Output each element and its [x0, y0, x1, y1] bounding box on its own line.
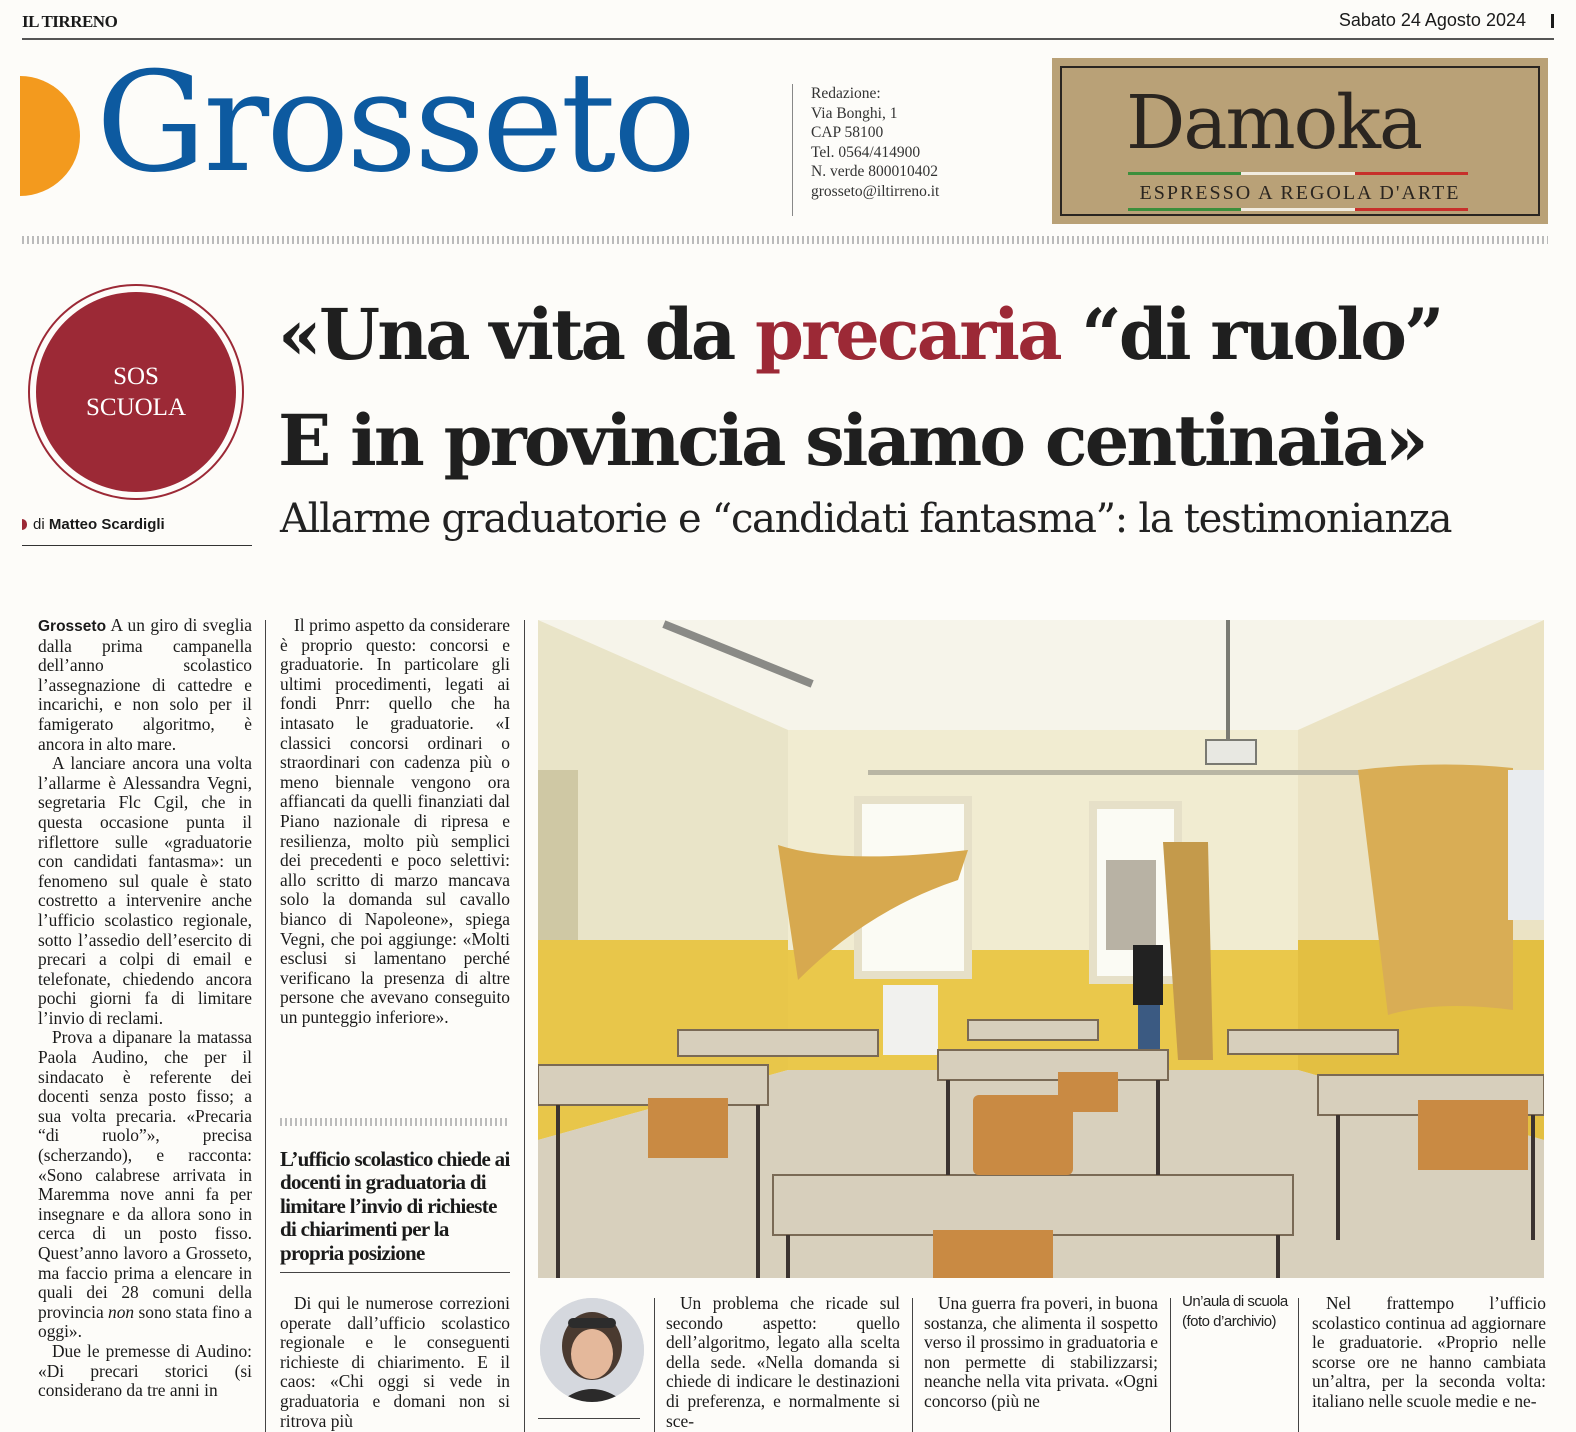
section-badge [28, 284, 244, 500]
col4-paragraph-1: Una guerra fra poveri, in buona sostanza, che alimenta il sospetto verso il prossimo in graduatoria e non permette di stabilizzarsi; neanche nella vita privata. «Ogni concorso (più ne [924, 1294, 1158, 1411]
byline [22, 516, 252, 546]
redazione-cap: CAP 58100 [811, 124, 884, 142]
headline-highlight: precaria [755, 293, 1060, 376]
issue-date: Sabato 24 Agosto 2024 [1338, 10, 1526, 30]
redazione-label: Redazione: [811, 85, 881, 102]
col1-p3-emphasis: non [108, 1301, 135, 1322]
col1-paragraph-4: Due le premesse di Audino: «Di precari storici (si considerano da tre anni in [38, 1340, 252, 1401]
ad-tagline: ESPRESSO A REGOLA D'ARTE [1139, 182, 1461, 204]
byline-marker-icon [22, 519, 27, 530]
dateline-place: Grosseto [38, 618, 107, 635]
headline-part-2: “di ruolo” [1059, 293, 1442, 376]
byline-text [33, 516, 165, 533]
badge-line-2: SCUOLA [85, 394, 186, 421]
pull-quote: L’ufficio scolastico chiede ai docenti in graduatoria di limitare l’invio di richieste di chiarimenti per la propria posizione [280, 1147, 510, 1265]
article-column-1 [38, 616, 252, 1432]
column-rule-6 [1298, 1298, 1299, 1432]
classroom-photo[interactable] [538, 620, 1544, 1278]
headline-part-1: «Una vita da [278, 293, 756, 376]
article-column-4 [924, 1294, 1158, 1432]
col1-p3-before: Prova a dipanare la matassa Paola Audino, che per il sindacato è referente dei docenti senza posto fisso; a sua volta precaria. «Precaria “di ruolo”», precisa (scherzando), e racconta: «Sono calabrese arrivata in Maremma nove anni fa per insegnare e da allora sono in cerca di un posto fisso. Quest’anno lavoro a Grosseto, ma faccio prima a elencare in quali dei 28 comuni della provincia [38, 1027, 252, 1322]
masthead-divider [22, 236, 1548, 244]
badge-line-1: SOS [113, 363, 159, 390]
col1-p1-text: A un giro di sveglia dalla prima campanella dell’anno scolastico l’assegnazione di cattedre e incarichi, e non solo per il famigerato algoritmo, è ancora in alto mare. [38, 616, 252, 754]
byline-prefix: di [33, 516, 45, 533]
col1-paragraph-2: A lanciare ancora una volta l’allarme è Alessandra Vegni, segretaria Flc Cgil, che in questa occasione punta il riflettore sulle «graduatorie con candidati fantasma»: un fenomeno sul quale è stato costretto a intervenire anche l’ufficio scolastico regionale, sotto l’assedio dell’esercito di precari a colpi di email e telefonate, chiedendo ancora pochi giorni fa di limitare l’invio di reclami. [38, 753, 252, 1028]
section-half-circle-logo [20, 76, 80, 196]
ad-frame [1060, 66, 1540, 216]
redazione-address: Via Bonghi, 1 [811, 104, 898, 122]
column-rule-1 [265, 620, 266, 1432]
col1-p3-after: sono stata fino a oggi». [38, 1301, 252, 1342]
col1-paragraph-1 [38, 616, 252, 754]
redazione-email[interactable]: grosseto@iltirreno.it [811, 182, 940, 200]
column-rule-2 [524, 620, 525, 1432]
col5-paragraph-1: Nel frattempo l’ufficio scolastico continua ad aggiornare le graduatorie. «Proprio nelle scorse ore ne hanno cambiata un’altra, per la seconda volta: italiano nelle scuole medie e ne- [1312, 1294, 1546, 1411]
pull-quote-ruler [280, 1118, 510, 1126]
column-rule-4 [912, 1298, 913, 1432]
headline-line-1 [278, 282, 1558, 388]
article-headline [278, 282, 1558, 494]
top-bar [22, 6, 1554, 40]
article-column-3 [666, 1294, 900, 1432]
pull-quote-divider [280, 1272, 510, 1273]
column-rule-5 [1170, 1298, 1171, 1432]
col1-paragraph-3 [38, 1028, 252, 1342]
author-portrait [540, 1298, 644, 1402]
classroom-illustration [538, 620, 1544, 1278]
ad-tricolor-top [1128, 172, 1468, 175]
section-badge-inner [36, 292, 236, 492]
portrait-illustration [540, 1298, 644, 1402]
section-title-city: Grosseto [96, 42, 694, 203]
col2-paragraph-2: Di qui le numerose correzioni operate dall’ufficio scolastico regionale e le conseguenti richieste di chiarimento. E il caos: «Chi oggi si vede in graduatoria e domani non si ritrova più [280, 1294, 510, 1431]
portrait-divider [538, 1418, 640, 1419]
byline-author[interactable]: Matteo Scardigli [48, 516, 165, 533]
redazione-contacts [792, 84, 939, 216]
redazione-phone: Tel. 0564/414900 [811, 143, 921, 161]
date-bar-mark [1551, 14, 1554, 28]
article-subhead: Allarme graduatorie e “candidati fantasma”: la testimonianza [280, 496, 1452, 542]
photo-caption: Un’aula di scuola (foto d’archivio) [1182, 1293, 1288, 1330]
column-rule-3 [654, 1298, 655, 1432]
advertisement-damoka[interactable] [1052, 58, 1548, 224]
col3-paragraph-1: Un problema che ricade sul secondo aspetto: quello dell’algoritmo, legato alla scelta della sede. «Nella domanda si chiede di indicare le destinazioni di preferenza, e normalmente si sce- [666, 1294, 900, 1431]
col2-paragraph-1: Il primo aspetto da considerare è proprio questo: concorsi e graduatorie. In particolare gli ultimi procedimenti, legati ai fondi Pnrr: quello che ha intasato le graduatorie. «I classici concorsi ordinari o straordinari con cadenza più o meno biennale vengono ora affiancati da quelli finanziati dal Piano nazionale di ripresa e resilienza, molto più semplici dei precedenti e poco selettivi: allo scritto di marzo mancava solo la domanda sul cavallo bianco di Napoleone», spiega Vegni, che poi aggiunge: «Molti esclusi si lamentano perché verificano la presenza di altre persone che avevano conseguito un punteggio inferiore». [280, 616, 510, 1027]
article-column-5 [1312, 1294, 1546, 1432]
ad-brand-logo: Damoka [1126, 80, 1422, 166]
paper-name: IL TIRRENO [22, 12, 118, 31]
redazione-toll-free: N. verde 800010402 [811, 163, 938, 181]
headline-line-2: E in provincia siamo centinaia» [278, 399, 1426, 482]
article-column-2-top [280, 616, 510, 1096]
ad-tricolor-bottom [1128, 208, 1468, 211]
article-column-2-bottom [280, 1294, 510, 1432]
